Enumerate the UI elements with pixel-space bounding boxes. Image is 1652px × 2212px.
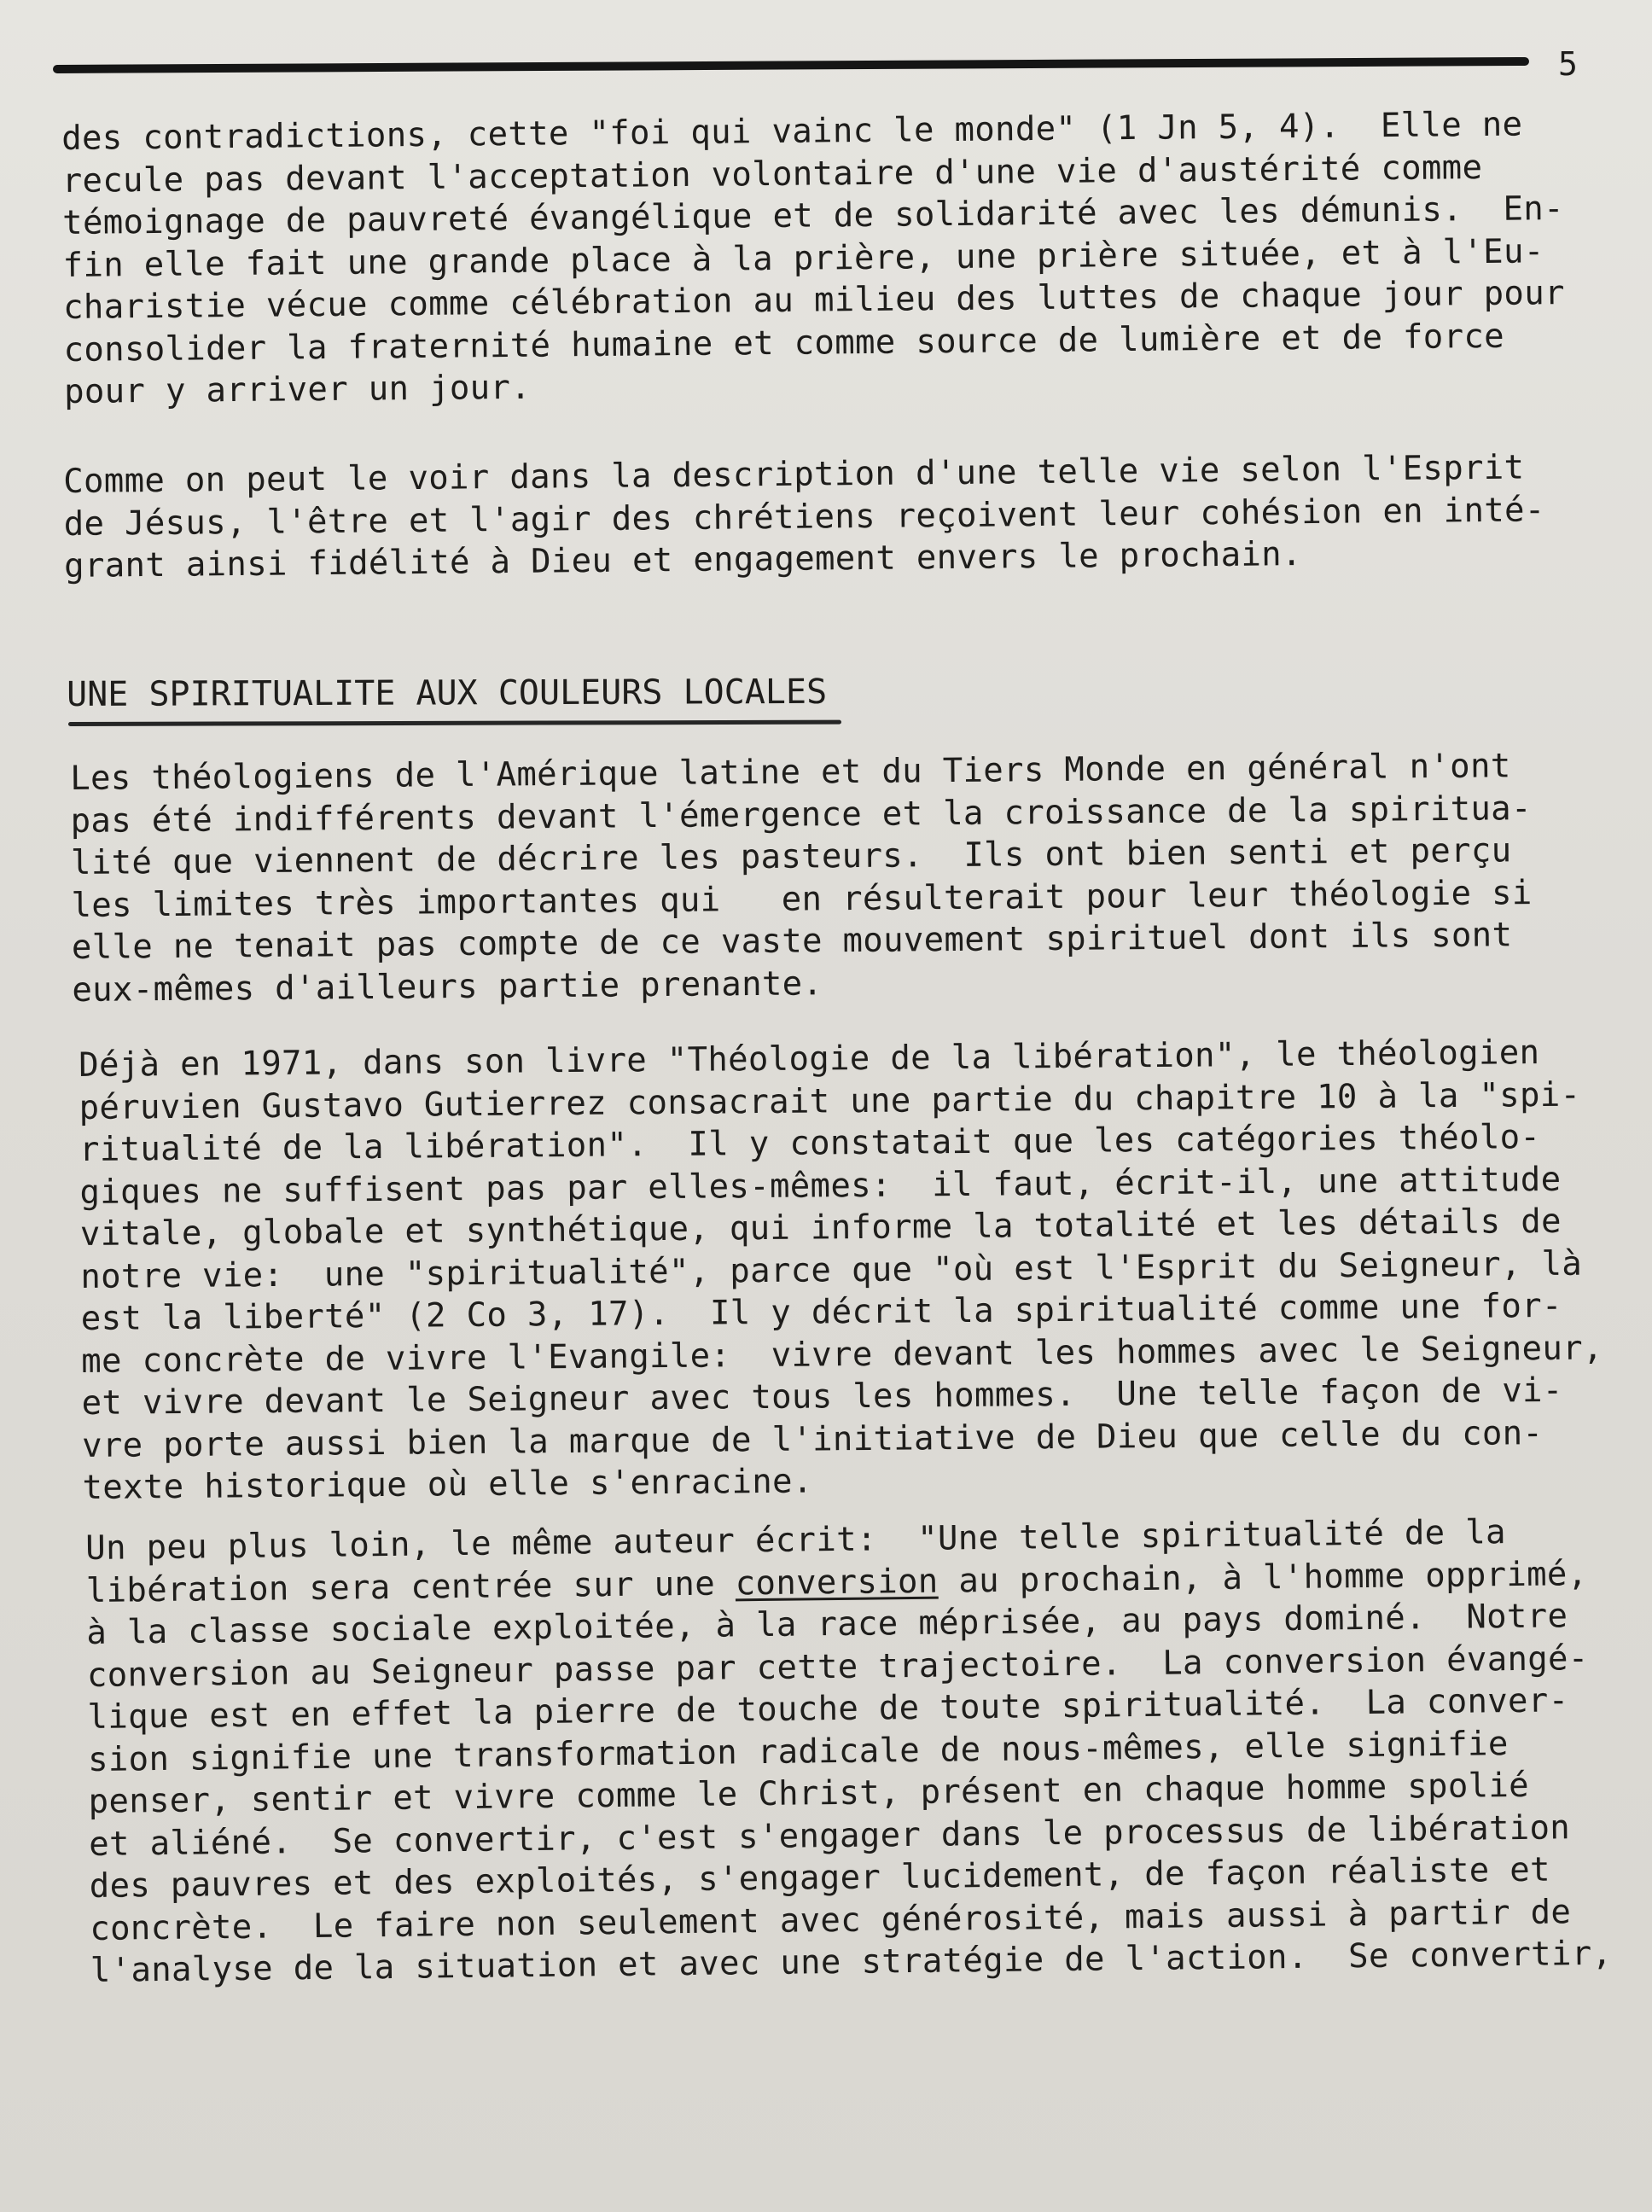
page-number: 5 (1558, 45, 1578, 83)
text-line: giques ne suffisent pas par elles-mêmes: il faut, écrit-il, une attitude (79, 1160, 1562, 1212)
text-line: elle ne tenait pas compte de ce vaste mouvement spirituel dont ils sont (71, 916, 1513, 967)
text-line: grant ainsi fidélité à Dieu et engagement envers le prochain. (63, 535, 1302, 585)
text-line: Comme on peut le voir dans la description d'une telle vie selon l'Esprit (63, 448, 1525, 501)
text-line: pour y arriver un jour. (63, 368, 532, 411)
text-line: consolider la fraternité humaine et comme source de lumière et de force (63, 317, 1505, 370)
header-rule (53, 57, 1529, 73)
text-line: des pauvres et des exploités, s'engager lucidement, de façon réaliste et (89, 1850, 1551, 1906)
text-line: de Jésus, l'être et l'agir des chrétiens reçoivent leur cohésion en inté- (63, 490, 1545, 544)
section-heading: UNE SPIRITUALITE AUX COULEURS LOCALES (67, 672, 828, 714)
paragraph-4 (79, 1031, 1604, 1509)
text-line: notre vie: une "spiritualité", parce que "où est l'Esprit du Seigneur, là (80, 1244, 1583, 1296)
text-line: recule pas devant l'acceptation volontaire d'une vie d'austérité comme (61, 148, 1483, 201)
text-line: l'analyse de la situation et avec une stratégie de l'action. Se convertir, (90, 1934, 1613, 1990)
text-line: pas été indifférents devant l'émergence et la croissance de la spiritua- (70, 789, 1532, 841)
text-line: penser, sentir et vivre comme le Christ, présent en chaque homme spolié (88, 1766, 1530, 1821)
paragraph-2 (63, 446, 1545, 587)
section-heading-underline (68, 720, 841, 726)
text-line: et aliéné. Se convertir, c'est s'engager dans le processus de libération (88, 1807, 1571, 1864)
text-line: texte historique où elle s'enracine. (82, 1462, 813, 1507)
text-line: me concrète de vivre l'Evangile: vivre devant les hommes avec le Seigneur, (81, 1328, 1603, 1381)
text-line: Les théologiens de l'Amérique latine et du Tiers Monde en général n'ont (70, 747, 1511, 798)
paragraph-3 (70, 745, 1533, 1011)
text-line: charistie vécue comme célébration au milieu des luttes de chaque jour pour (62, 274, 1565, 327)
text-line: et vivre devant le Seigneur avec tous les hommes. Une telle façon de vi- (81, 1371, 1563, 1423)
text-line: vitale, globale et synthétique, qui informe la totalité et les détails de (79, 1202, 1562, 1254)
text-line: eux-mêmes d'ailleurs partie prenante. (72, 963, 823, 1010)
text-line: sion signifie une transformation radicale de nous-mêmes, elle signifie (87, 1724, 1509, 1779)
text-line: témoignage de pauvreté évangélique et de solidarité avec les démunis. En- (61, 189, 1565, 242)
text-line: conversion au Seigneur passe par cette trajectoire. La conversion évangé- (86, 1639, 1589, 1695)
text-line: péruvien Gustavo Gutierrez consacrait une partie du chapitre 10 à la "spi- (79, 1075, 1581, 1127)
underlined-word: conversion (735, 1562, 939, 1603)
text-line: concrète. Le faire non seulement avec générosité, mais aussi à partir de (90, 1892, 1572, 1948)
text-line: lité que viennent de décrire les pasteurs. Ils ont bien senti et perçu (70, 831, 1512, 882)
paragraph-1 (61, 103, 1566, 413)
paragraph-5 (85, 1511, 1613, 1993)
text-line: Déjà en 1971, dans son livre "Théologie de la libération", le théologien (79, 1033, 1540, 1085)
text-line: est la liberté" (2 Co 3, 17). Il y décrit la spiritualité comme une for- (80, 1286, 1562, 1338)
text-line: Un peu plus loin, le même auteur écrit: "Une telle spiritualité de la (85, 1513, 1507, 1568)
text-line: les limites très importantes qui en résulterait pour leur théologie si (71, 873, 1533, 925)
text-line: à la classe sociale exploitée, à la race méprisée, au pays dominé. Notre (86, 1597, 1568, 1652)
text-line: ritualité de la libération". Il y constatait que les catégories théolo- (79, 1118, 1541, 1169)
text-fragment: au prochain, à l'homme opprimé, (938, 1554, 1588, 1601)
text-line: fin elle fait une grande place à la prière, une prière située, et à l'Eu- (62, 231, 1544, 285)
text-line: des contradictions, cette "foi qui vainc le monde" (1 Jn 5, 4). Elle ne (61, 105, 1523, 158)
text-line: vre porte aussi bien la marque de l'initiative de Dieu que celle du con- (81, 1413, 1544, 1465)
text-line: lique est en effet la pierre de touche de toute spiritualité. La conver- (87, 1681, 1569, 1737)
text-fragment: libération sera centrée sur une (85, 1563, 736, 1610)
